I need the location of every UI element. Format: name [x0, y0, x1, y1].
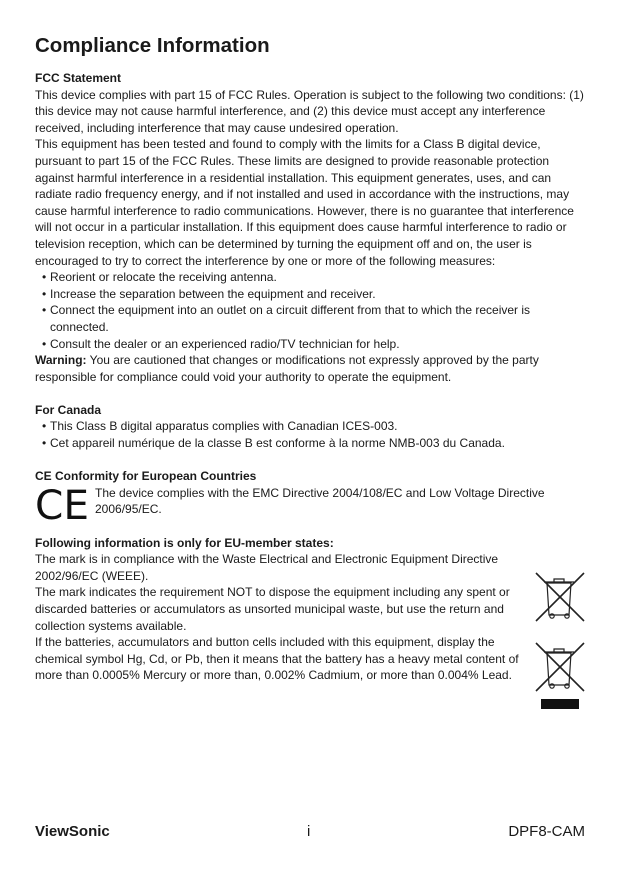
page-content	[35, 30, 585, 684]
list-item: • Reorient or relocate the receiving antenna.	[42, 270, 277, 285]
page-number: i	[307, 823, 311, 840]
canada-list	[35, 418, 585, 451]
eu-paragraph-1: The mark is in compliance with the Waste Electrical and Electronic Equipment Directive 2002/96/EC (WEEE).	[35, 552, 499, 583]
page-footer	[35, 823, 585, 841]
warning-text: You are cautioned that changes or modifications not expressly approved by the party responsible for compliance could void your authority to operate the equipment.	[35, 353, 539, 384]
fcc-warning	[35, 352, 585, 385]
ce-mark-icon	[35, 487, 91, 521]
eu-paragraph-2: The mark indicates the requirement NOT to dispose the equipment including any spent or discarded batteries or accumulators as unsorted municipal waste, but use the return and collection systems available.	[35, 585, 510, 633]
fcc-heading: FCC Statement	[35, 71, 122, 85]
model-number: DPF8-CAM	[508, 823, 585, 840]
list-item: • This Class B digital apparatus complies with Canadian ICES-003.	[42, 419, 398, 434]
ce-heading: CE Conformity for European Countries	[35, 469, 257, 484]
brand-name: ViewSonic	[35, 823, 110, 840]
fcc-measures-list	[35, 269, 585, 352]
ce-text: The device complies with the EMC Directive 2004/108/EC and Low Voltage Directive 2006/95/EC.	[95, 485, 545, 517]
svg-text:CE: CE	[35, 486, 89, 521]
page-title: Compliance Information	[35, 34, 270, 57]
fcc-paragraph-1: This device complies with part 15 of FCC Rules. Operation is subject to the following two conditions: (1) this device may not cause harmful interference, and (2) this device must accept any interference received, including interference that may cause undesired operation.	[35, 87, 584, 135]
ce-row	[35, 485, 585, 521]
list-item: • Increase the separation between the equipment and receiver.	[42, 286, 376, 301]
list-item: • Cet appareil numérique de la classe B est conforme à la norme NMB-003 du Canada.	[42, 436, 505, 451]
warning-label: Warning:	[35, 353, 87, 368]
fcc-paragraph-2: This equipment has been tested and found to comply with the limits for a Class B digital device, pursuant to part 15 of the FCC Rules. These limits are designed to provide reasonable protection against harmful interference in a residential installation. This equipment generates, uses, and can radiate radio frequency energy, and if not installed and used in accordance with the instructions, may cause harmful interference to radio communications. However, there is no guarantee that interference will not occur in a particular installation. If this equipment does cause harmful interference to radio or television reception, which can be determined by turning the equipment off and on, the user is encouraged to try to correct the interference by one or more of the following measures:	[35, 137, 574, 268]
canada-heading: For Canada	[35, 402, 102, 417]
eu-body	[35, 551, 525, 684]
eu-paragraph-3: If the batteries, accumulators and button cells included with this equipment, display the chemical symbol Hg, Cd, or Pb, then it means that the battery has a heavy metal content of more than 0.0005% Mercury or more than, 0.002% Cadmium, or more than 0.004% Lead.	[35, 635, 519, 683]
list-item: • Connect the equipment into an outlet on a circuit different from that to which the receiver is connected.	[42, 303, 531, 334]
crossed-bin-icon	[533, 570, 587, 624]
eu-heading: Following information is only for EU-member states:	[35, 535, 334, 550]
list-item: • Consult the dealer or an experienced radio/TV technician for help.	[42, 336, 400, 351]
crossed-bin-with-bar-icon	[533, 640, 587, 712]
